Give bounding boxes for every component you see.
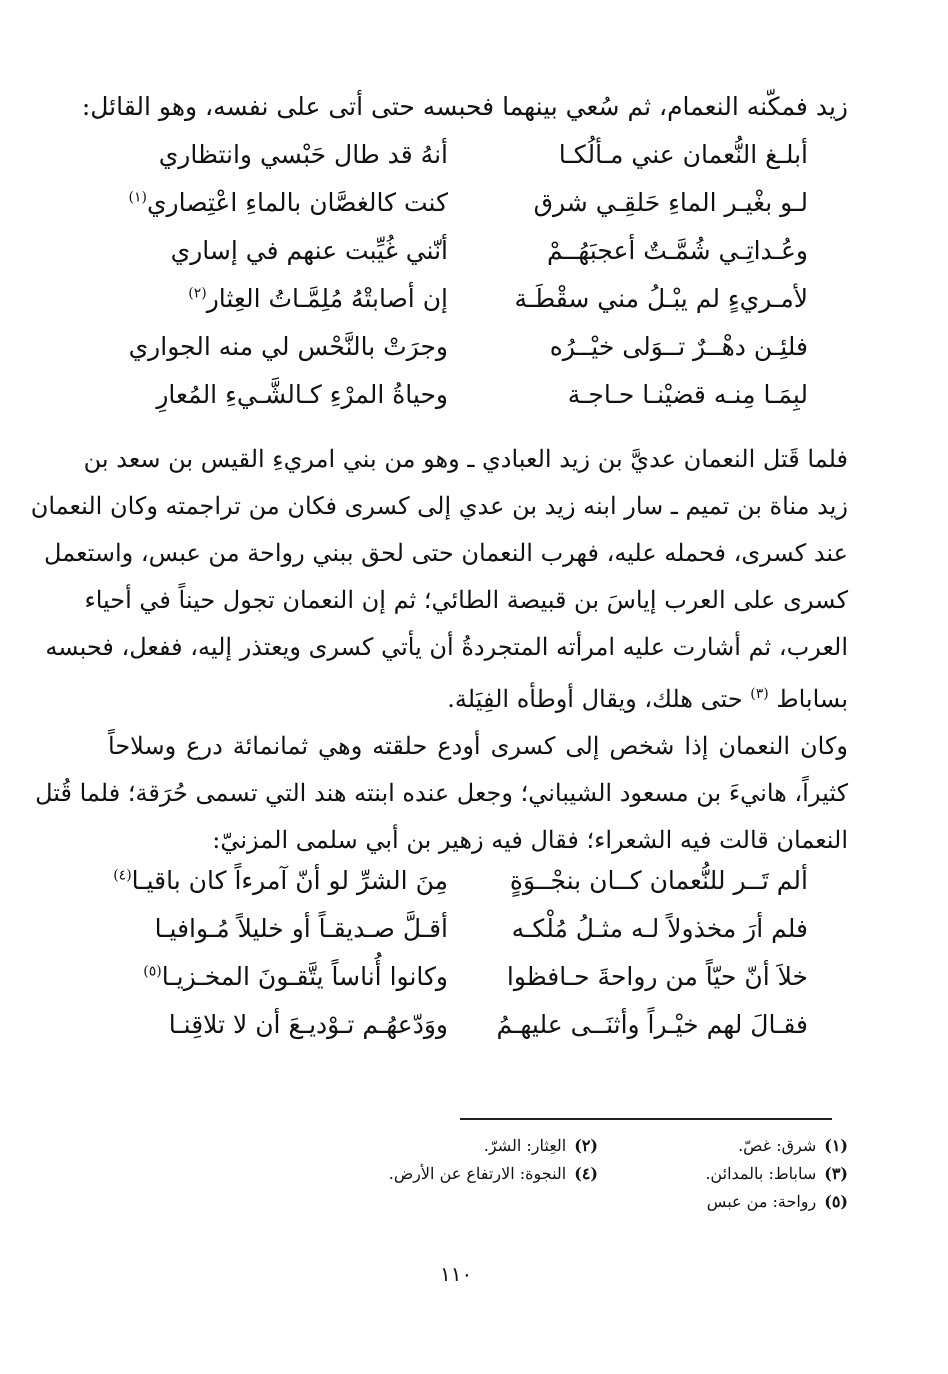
hemistich-first: خلاَ أنّ حيّاً من رواحةَ حـافظوا: [506, 962, 808, 991]
verse-line: [108, 866, 848, 914]
text-line: وكان النعمان إذا شخص إلى كسرى أودع حلقته وهي ثمانمائة درع وسلاحاً: [108, 732, 849, 760]
footnote-3: (٣)ساباط: بالمدائن.: [705, 1164, 848, 1183]
footnote-ref: (٣): [750, 686, 769, 702]
hemistich-first: لـو بغْيـر الماءِ حَلقِـي شرق: [533, 188, 808, 217]
hemistich-second: أنهُ قد طال حَبْسي وانتظاري: [158, 140, 448, 169]
hemistich-second: أنّني غُيِّبت عنهم في إساري: [170, 236, 448, 265]
poem-nu-man: [108, 140, 848, 428]
hemistich-second: ووَدّعهُـم تـوْديـعَ أن لا تلاقِنـا: [168, 1010, 448, 1039]
verse-line: [108, 380, 848, 428]
hemistich-first: فلم أرَ مخذولاً لـه مثـلُ مُلْكـه: [511, 914, 808, 943]
verse-line: [108, 236, 848, 284]
hemistich-first: أبلـغ النُّعمان عني مـألُكـا: [558, 140, 808, 169]
footnote-2: (٢)العِثار: الشرّ.: [483, 1136, 598, 1155]
text-line: العرب، ثم أشارت عليه امرأته المتجردةُ أن يأتي كسرى ويعتذر إليه، ففعل، فحبسه: [45, 633, 848, 661]
footnote-ref: (٤): [113, 867, 132, 884]
hemistich-second: أقـلَّ صـديقـاً أو خليلاً مُـوافيـا: [154, 914, 448, 943]
hemistich-first: ألم تَــر للنُّعمان كــان بنجْــوَةٍ: [509, 866, 808, 895]
paragraph-2: [35, 723, 849, 864]
text-line: عند كسرى، فحمله عليه، فهرب النعمان حتى لحق ببني رواحة من عبس، واستعمل: [44, 539, 848, 567]
hemistich-first: فقـالَ لهم خيْـراً وأثنَــى عليهـمُ: [496, 1010, 808, 1039]
verse-line: [108, 1010, 848, 1058]
footnote-5: (٥)رواحة: من عبس: [706, 1192, 848, 1211]
intro-line: زيد فمكّنه النعمام، ثم سُعي بينهما فحبسه حتى أتى على نفسه، وهو القائل:: [81, 92, 848, 121]
verse-line: [108, 284, 848, 332]
footnote-4: (٤)النجوة: الارتفاع عن الأرض.: [388, 1164, 598, 1183]
paragraph-1: [30, 436, 848, 723]
hemistich-second: وكانوا أُناساً يتَّقـونَ المخـزيـا$^{(٥)}$: [143, 962, 448, 991]
hemistich-first: فلئِـن دهْــرٌ تــوَلى خيْــرُه: [549, 332, 808, 361]
hemistich-second: كنت كالغصَّان بالماءِ اعْتِصاري$^{(١)}$: [128, 188, 448, 217]
hemistich-second: مِنَ الشرِّ لو أنّ آمرءاً كان باقيـا$^{(٤)}$: [113, 866, 448, 895]
text-line: بساباط $^{(٣)}$ حتى هلك، ويقال أوطأه الفِيَلة.: [447, 685, 848, 713]
text-line: النعمان قالت فيه الشعراء؛ فقال فيه زهير بن أبي سلمى المزنيّ:: [212, 826, 848, 854]
verse-line: [108, 332, 848, 380]
verse-line: [108, 140, 848, 188]
hemistich-second: وجرَتْ بالنَّحْس لي منه الجواري: [128, 332, 448, 361]
verse-line: [108, 914, 848, 962]
footnote-ref: (٥): [143, 963, 162, 980]
text-line: كسرى على العرب إياسَ بن قبيصة الطائي؛ ثم إن النعمان تجول حيناً في أحياء: [84, 586, 848, 614]
text-line: زيد مناة بن تميم ـ سار ابنه زيد بن عدي إلى كسرى فكان من تراجمته وكان النعمان: [30, 492, 848, 520]
footnote-1: (١)شرق: غصّ.: [738, 1136, 848, 1155]
footnote-rule: [460, 1118, 832, 1120]
verse-line: [108, 188, 848, 236]
footnotes: [108, 1136, 848, 1220]
page-number: ١١٠: [440, 1262, 473, 1286]
hemistich-second: وحياةُ المرْءِ كـالشَّـيءِ المُعارِ: [156, 380, 448, 409]
text-line: كثيراً، هانيءَ بن مسعود الشيباني؛ وجعل عنده ابنته هند التي تسمى حُرَقة؛ فلما قُتل: [35, 779, 848, 807]
footnote-ref: (١): [128, 189, 147, 206]
poem-zuhayr: [108, 866, 848, 1058]
hemistich-first: لأمـريءٍ لم يبْـلُ مني سقْطَـة: [514, 284, 808, 313]
hemistich-first: لبِمَـا مِنـه قضيْنـا حـاجـة: [567, 380, 808, 409]
footnote-ref: (٢): [188, 285, 207, 302]
hemistich-second: إن أصابتْهُ مُلِمَّـاتُ العِثار$^{(٢)}$: [188, 284, 448, 313]
hemistich-first: وعُـداتِـي شُمَّـتٌ أعجبَهُــمْ: [546, 236, 808, 265]
verse-line: [108, 962, 848, 1010]
text-line: فلما قَتل النعمان عديَّ بن زيد العبادي ـ وهو من بني امريءِ القيس بن سعد بن: [83, 445, 848, 473]
